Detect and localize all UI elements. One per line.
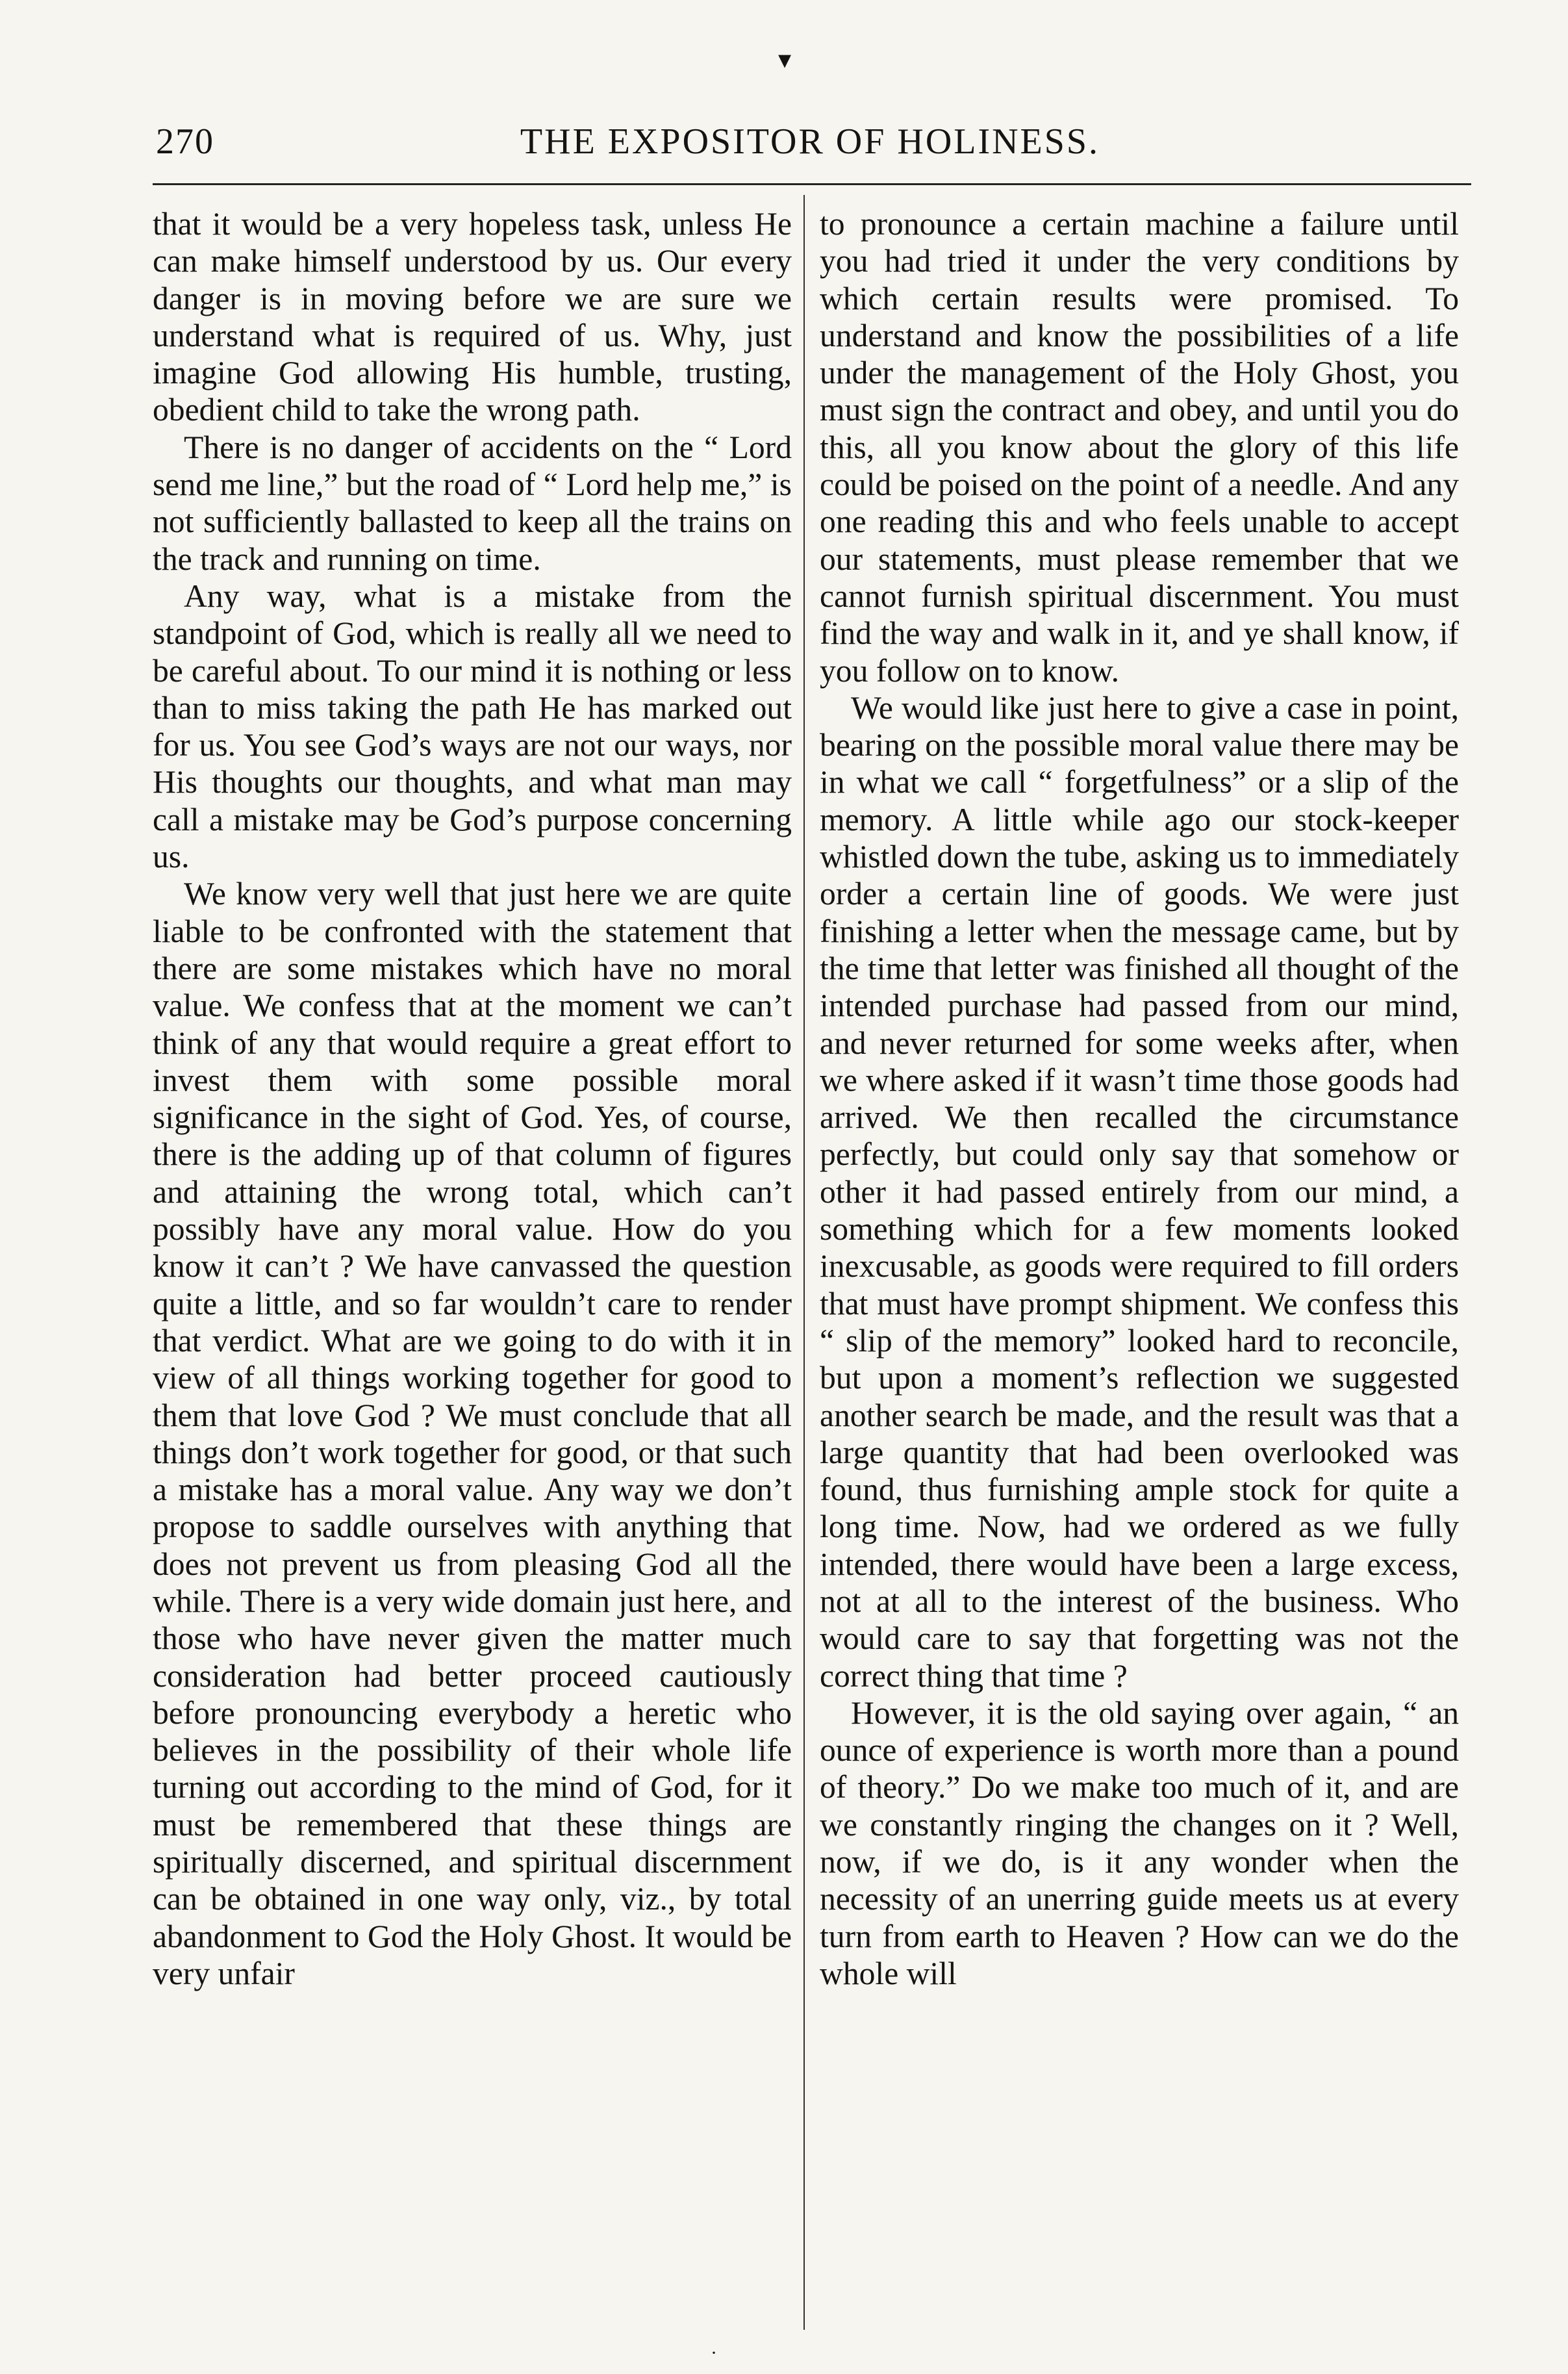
header-rule — [153, 183, 1471, 185]
paragraph: There is no danger of accidents on the “ Lord send me line,” but the road of “ Lord help me,” is not sufficiently ballasted to keep all the trains on the track and running on time. — [153, 429, 792, 577]
running-header — [156, 121, 1464, 173]
paragraph: We would like just here to give a case in point, bearing on the possible moral value there may be in what we call “ forgetfulness” or a slip of the memory. A little while ago our stock-keeper whistled down the tube, asking us to immediately order a certain line of goods. We were just finishing a letter when the message came, but by the time that letter was finished all thought of the intended purchase had passed from our mind, and never returned for some weeks after, when we where asked if it wasn’t time those goods had arrived. We then recalled the circumstance perfectly, but could only say that somehow or other it had passed entirely from our mind, a something which for a few moments looked inexcusable, as goods were required to fill orders that must have prompt shipment. We confess this “ slip of the memory” looked hard to reconcile, but upon a moment’s reflection we suggested another search be made, and the result was that a large quantity that had been overlooked was found, thus furnishing ample stock for quite a long time. Now, had we ordered as we fully intended, there would have been a large excess, not at all to the interest of the business. Who would care to say that forgetting was not the correct thing that time ? — [820, 689, 1459, 1694]
bottom-printer-mark: · — [711, 2342, 717, 2364]
paragraph: We know very well that just here we are quite liable to be confronted with the statement that there are some mistakes which have no moral value. We confess that at the moment we can’t think of any that would require a great effort to invest them with some possible moral significance in the sight of God. Yes, of course, there is the adding up of that column of figures and attaining the wrong total, which can’t possibly have any moral value. How do you know it can’t ? We have canvassed the question quite a little, and so far wouldn’t care to render that verdict. What are we going to do with it in view of all things working together for good to them that love God ? We must conclude that all things don’t work together for good, or that such a mistake has a moral value. Any way we don’t propose to saddle ourselves with anything that does not prevent us from pleasing God all the while. There is a very wide domain just here, and those who have never given the matter much consideration had better proceed cautiously before pronouncing everybody a heretic who believes in the possibility of their whole life turning out according to the mind of God, for it must be remembered that these things are spiritually discerned, and spiritual discernment can be obtained in one way only, viz., by total abandonment to God the Holy Ghost. It would be very unfair — [153, 876, 792, 1991]
paragraph: to pronounce a certain machine a failure until you had tried it under the very conditions by which certain results were promised. To understand and know the possibilities of a life under the management of the Holy Ghost, you must sign the contract and obey, and until you do this, all you know about the glory of this life could be poised on the point of a needle. And any one reading this and who feels unable to accept our statements, must please remember that we cannot furnish spiritual discernment. You must find the way and walk in it, and ye shall know, if you follow on to know. — [820, 206, 1459, 689]
right-column — [820, 205, 1459, 1992]
column-divider — [803, 195, 805, 2330]
page-number: 270 — [156, 121, 214, 162]
top-printer-mark: ▾ — [778, 45, 792, 74]
left-column — [153, 205, 792, 1992]
paragraph: Any way, what is a mistake from the standpoint of God, which is really all we need to be careful about. To our mind it is nothing or less than to miss taking the path He has marked out for us. You see God’s ways are not our ways, nor His thoughts our thoughts, and what man may call a mistake may be God’s purpose concerning us. — [153, 578, 792, 875]
paragraph: However, it is the old saying over again, “ an ounce of experience is worth more than a pound of theory.” Do we make too much of it, and are we constantly ringing the changes on it ? Well, now, if we do, is it any wonder when the necessity of an unerring guide meets us at every turn from earth to Heaven ? How can we do the whole will — [820, 1694, 1459, 1991]
running-title: THE EXPOSITOR OF HOLINESS. — [520, 121, 1100, 162]
paragraph: that it would be a very hopeless task, unless He can make himself understood by us. Our every danger is in moving before we are sure we understand what is required of us. Why, just imagine God allowing His humble, trusting, obedient child to take the wrong path. — [153, 206, 792, 428]
